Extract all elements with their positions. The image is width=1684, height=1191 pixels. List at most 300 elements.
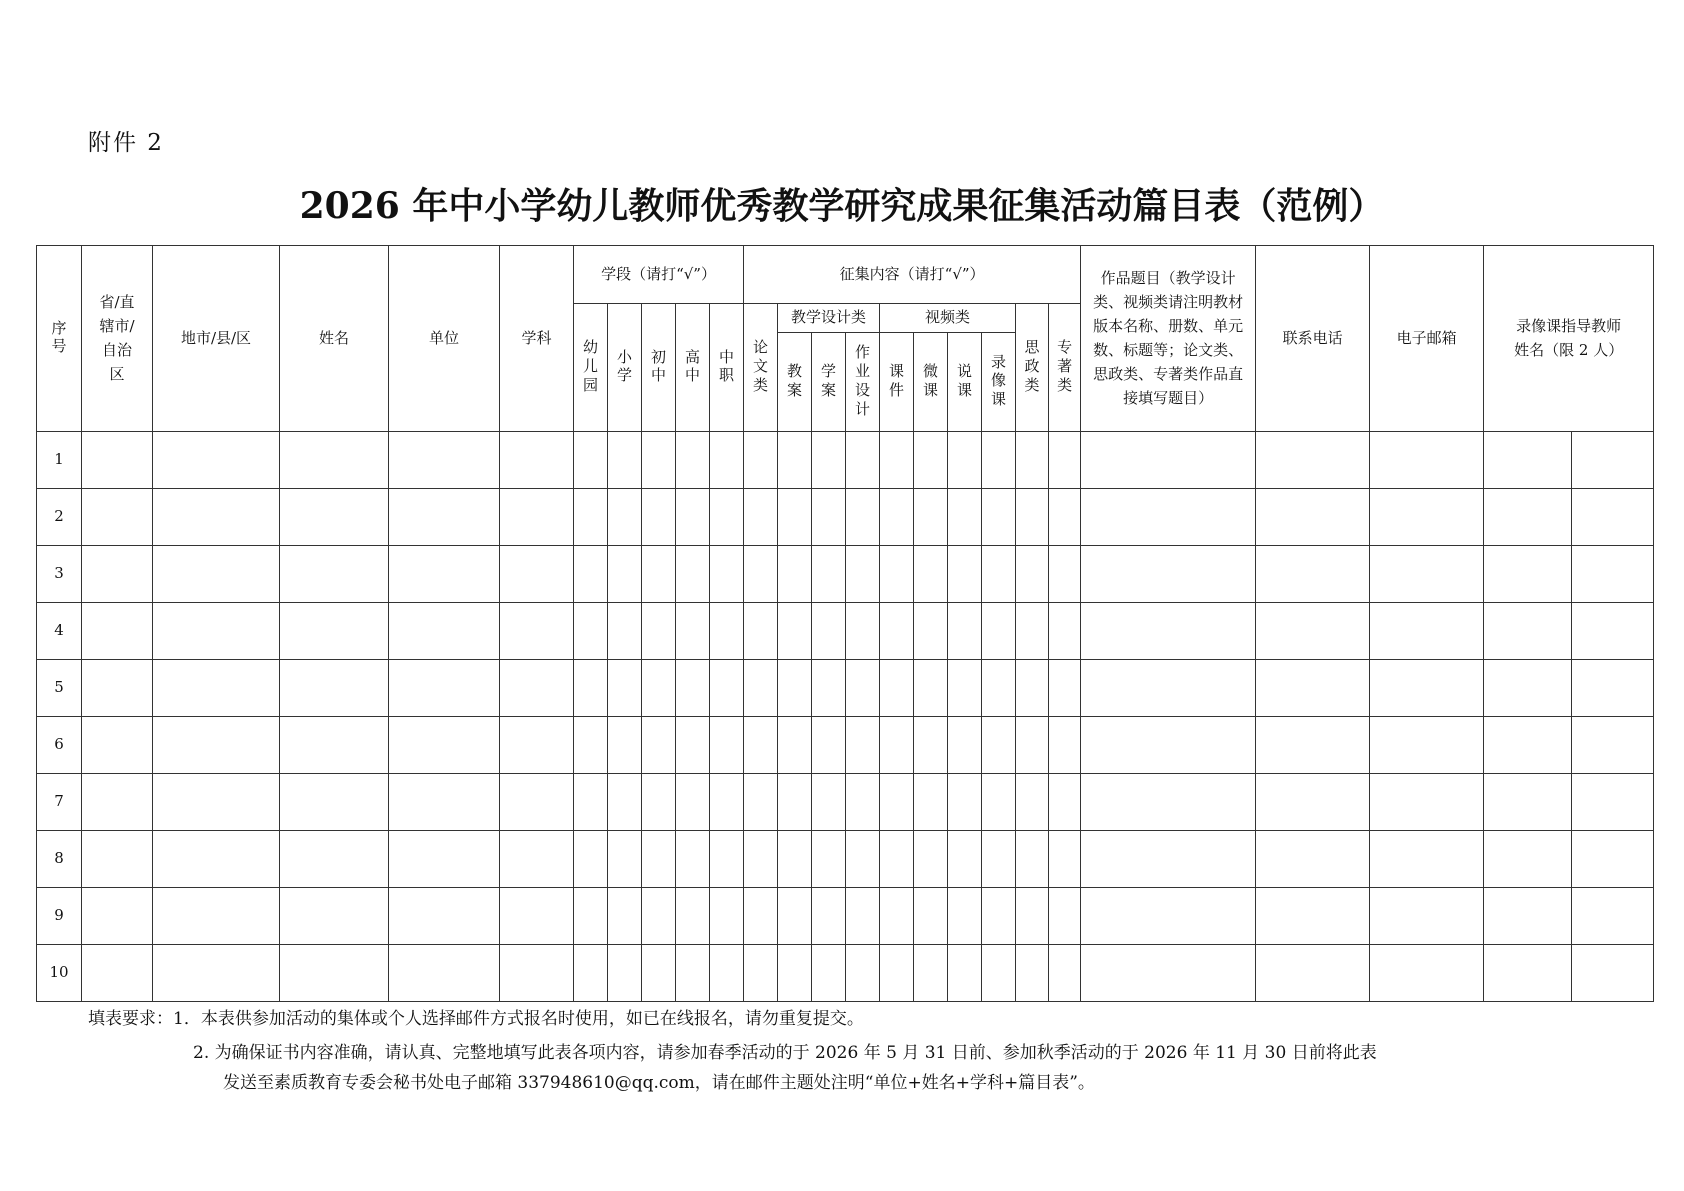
table-cell[interactable] (642, 546, 676, 603)
table-cell[interactable] (1484, 831, 1572, 888)
table-cell[interactable] (744, 660, 778, 717)
table-cell[interactable] (1081, 717, 1256, 774)
table-cell[interactable] (574, 774, 608, 831)
table-cell[interactable] (500, 774, 574, 831)
table-cell[interactable] (778, 717, 812, 774)
table-cell[interactable] (642, 888, 676, 945)
table-cell[interactable] (676, 774, 710, 831)
table-cell[interactable] (82, 489, 153, 546)
header-phone: 联系电话 (1256, 246, 1370, 432)
table-cell[interactable] (1016, 489, 1049, 546)
table-cell[interactable] (1370, 945, 1484, 1002)
table-cell[interactable] (914, 603, 948, 660)
table-row (37, 432, 1654, 489)
table-cell[interactable] (1081, 489, 1256, 546)
table-cell[interactable] (982, 489, 1016, 546)
table-cell[interactable] (153, 546, 280, 603)
table-row (37, 831, 1654, 888)
table-cell[interactable] (778, 432, 812, 489)
table-cell[interactable] (389, 489, 500, 546)
table-cell[interactable] (812, 432, 846, 489)
table-cell[interactable] (153, 717, 280, 774)
table-cell[interactable] (778, 546, 812, 603)
header-stage-primary: 小学 (608, 304, 642, 432)
table-row (37, 717, 1654, 774)
table-cell[interactable] (744, 432, 778, 489)
table-cell[interactable] (280, 888, 389, 945)
table-cell[interactable] (280, 717, 389, 774)
table-cell[interactable] (500, 660, 574, 717)
table-cell[interactable] (280, 603, 389, 660)
table-cell[interactable] (153, 831, 280, 888)
table-cell[interactable] (778, 489, 812, 546)
table-cell[interactable] (1049, 660, 1081, 717)
table-cell[interactable] (914, 546, 948, 603)
table-cell[interactable] (1016, 945, 1049, 1002)
table-cell[interactable] (880, 717, 914, 774)
table-cell[interactable] (880, 831, 914, 888)
table-cell[interactable] (153, 432, 280, 489)
table-cell[interactable] (1049, 546, 1081, 603)
table-cell[interactable] (710, 774, 744, 831)
header-stage-group: 学段（请打“√”） (574, 246, 744, 304)
header-work-title: 作品题目（教学设计类、视频类请注明教材版本名称、册数、单元数、标题等；论文类、思政类、专著类作品直接填写题目） (1081, 246, 1256, 432)
table-cell[interactable] (676, 717, 710, 774)
row-number: 2 (37, 489, 82, 546)
table-cell[interactable] (500, 945, 574, 1002)
table-cell[interactable] (500, 831, 574, 888)
table-cell[interactable] (676, 432, 710, 489)
table-cell[interactable] (982, 774, 1016, 831)
table-cell[interactable] (982, 888, 1016, 945)
table-cell[interactable] (608, 831, 642, 888)
table-cell[interactable] (846, 546, 880, 603)
table-cell[interactable] (1081, 432, 1256, 489)
table-cell[interactable] (642, 660, 676, 717)
table-cell[interactable] (676, 546, 710, 603)
table-cell[interactable] (1484, 945, 1572, 1002)
table-cell[interactable] (812, 888, 846, 945)
table-cell[interactable] (500, 489, 574, 546)
header-video-talk: 说课 (948, 333, 982, 432)
table-cell[interactable] (676, 945, 710, 1002)
table-cell[interactable] (1081, 660, 1256, 717)
header-stage-junior: 初中 (642, 304, 676, 432)
table-cell[interactable] (574, 432, 608, 489)
header-thesis: 论文类 (744, 304, 778, 432)
table-cell[interactable] (880, 546, 914, 603)
table-cell[interactable] (846, 489, 880, 546)
table-cell[interactable] (82, 546, 153, 603)
table-cell[interactable] (812, 831, 846, 888)
header-design-group: 教学设计类 (778, 304, 880, 333)
table-cell[interactable] (744, 888, 778, 945)
table-cell[interactable] (82, 888, 153, 945)
table-cell[interactable] (1049, 831, 1081, 888)
table-cell[interactable] (982, 717, 1016, 774)
table-cell[interactable] (608, 432, 642, 489)
table-cell[interactable] (1572, 831, 1654, 888)
table-cell[interactable] (1016, 546, 1049, 603)
table-cell[interactable] (812, 660, 846, 717)
row-number: 8 (37, 831, 82, 888)
table-cell[interactable] (1572, 546, 1654, 603)
table-cell[interactable] (676, 660, 710, 717)
table-cell[interactable] (1370, 774, 1484, 831)
header-video-courseware: 课件 (880, 333, 914, 432)
table-cell[interactable] (389, 831, 500, 888)
table-cell[interactable] (389, 945, 500, 1002)
table-cell[interactable] (710, 546, 744, 603)
table-cell[interactable] (846, 888, 880, 945)
table-cell[interactable] (1016, 432, 1049, 489)
table-cell[interactable] (812, 717, 846, 774)
table-cell[interactable] (1484, 546, 1572, 603)
table-cell[interactable] (710, 603, 744, 660)
table-cell[interactable] (846, 432, 880, 489)
table-cell[interactable] (1370, 489, 1484, 546)
table-cell[interactable] (710, 888, 744, 945)
table-cell[interactable] (948, 546, 982, 603)
table-cell[interactable] (642, 603, 676, 660)
table-cell[interactable] (608, 945, 642, 1002)
table-cell[interactable] (1016, 717, 1049, 774)
table-cell[interactable] (1256, 603, 1370, 660)
table-cell[interactable] (500, 546, 574, 603)
table-cell[interactable] (389, 774, 500, 831)
table-cell[interactable] (608, 546, 642, 603)
table-cell[interactable] (948, 945, 982, 1002)
header-design-homework: 作业设计 (846, 333, 880, 432)
table-cell[interactable] (676, 888, 710, 945)
table-cell[interactable] (1081, 888, 1256, 945)
table-cell[interactable] (744, 831, 778, 888)
row-number: 3 (37, 546, 82, 603)
table-cell[interactable] (914, 717, 948, 774)
table-cell[interactable] (500, 603, 574, 660)
table-cell[interactable] (1572, 432, 1654, 489)
attachment-label: 附件 2 (88, 130, 164, 156)
table-cell[interactable] (948, 717, 982, 774)
header-row-1 (37, 246, 1654, 304)
table-cell[interactable] (914, 888, 948, 945)
table-cell[interactable] (914, 774, 948, 831)
table-cell[interactable] (744, 945, 778, 1002)
table-cell[interactable] (1081, 831, 1256, 888)
table-cell[interactable] (1049, 888, 1081, 945)
table-cell[interactable] (880, 660, 914, 717)
table-cell[interactable] (574, 660, 608, 717)
table-cell[interactable] (1370, 717, 1484, 774)
header-city: 地市/县/区 (153, 246, 280, 432)
table-cell[interactable] (642, 717, 676, 774)
table-cell[interactable] (948, 489, 982, 546)
table-cell[interactable] (778, 603, 812, 660)
table-cell[interactable] (389, 888, 500, 945)
table-cell[interactable] (914, 432, 948, 489)
table-cell[interactable] (500, 432, 574, 489)
table-cell[interactable] (710, 432, 744, 489)
table-cell[interactable] (676, 831, 710, 888)
table-row (37, 546, 1654, 603)
row-number: 4 (37, 603, 82, 660)
table-cell[interactable] (574, 831, 608, 888)
table-cell[interactable] (608, 717, 642, 774)
table-cell[interactable] (280, 945, 389, 1002)
table-cell[interactable] (574, 603, 608, 660)
table-cell[interactable] (1572, 603, 1654, 660)
header-video-recorded: 录像课 (982, 333, 1016, 432)
table-cell[interactable] (1572, 774, 1654, 831)
table-cell[interactable] (880, 432, 914, 489)
table-cell[interactable] (82, 945, 153, 1002)
table-cell[interactable] (880, 945, 914, 1002)
table-cell[interactable] (1484, 432, 1572, 489)
table-cell[interactable] (812, 546, 846, 603)
table-cell[interactable] (948, 603, 982, 660)
fill-requirements (88, 1004, 1377, 1093)
table-cell[interactable] (1572, 888, 1654, 945)
table-cell[interactable] (153, 603, 280, 660)
table-cell[interactable] (1016, 888, 1049, 945)
table-cell[interactable] (1572, 489, 1654, 546)
table-cell[interactable] (676, 603, 710, 660)
table-cell[interactable] (710, 660, 744, 717)
table-cell[interactable] (948, 774, 982, 831)
header-stage-kindergarten: 幼儿园 (574, 304, 608, 432)
table-cell[interactable] (280, 774, 389, 831)
table-cell[interactable] (982, 603, 1016, 660)
table-cell[interactable] (642, 831, 676, 888)
table-cell[interactable] (1256, 546, 1370, 603)
table-cell[interactable] (389, 603, 500, 660)
table-cell[interactable] (812, 603, 846, 660)
table-cell[interactable] (1572, 660, 1654, 717)
table-cell[interactable] (642, 774, 676, 831)
table-row (37, 888, 1654, 945)
table-cell[interactable] (1081, 546, 1256, 603)
table-cell[interactable] (710, 945, 744, 1002)
table-cell[interactable] (914, 945, 948, 1002)
table-cell[interactable] (846, 774, 880, 831)
table-cell[interactable] (948, 660, 982, 717)
header-design-lesson-plan: 教案 (778, 333, 812, 432)
table-cell[interactable] (1256, 489, 1370, 546)
table-cell[interactable] (1484, 489, 1572, 546)
table-cell[interactable] (744, 717, 778, 774)
table-cell[interactable] (812, 489, 846, 546)
table-cell[interactable] (812, 774, 846, 831)
table-cell[interactable] (982, 432, 1016, 489)
header-province: 省/直辖市/自治区 (82, 246, 153, 432)
table-cell[interactable] (574, 945, 608, 1002)
table-cell[interactable] (778, 888, 812, 945)
table-cell[interactable] (1256, 945, 1370, 1002)
table-cell[interactable] (280, 489, 389, 546)
table-cell[interactable] (948, 888, 982, 945)
table-cell[interactable] (153, 660, 280, 717)
table-cell[interactable] (1016, 603, 1049, 660)
table-cell[interactable] (500, 717, 574, 774)
table-cell[interactable] (389, 717, 500, 774)
table-cell[interactable] (1049, 774, 1081, 831)
table-cell[interactable] (642, 489, 676, 546)
table-cell[interactable] (982, 660, 1016, 717)
table-cell[interactable] (744, 603, 778, 660)
header-seq: 序号 (37, 246, 82, 432)
table-cell[interactable] (1016, 774, 1049, 831)
table-cell[interactable] (574, 888, 608, 945)
table-cell[interactable] (389, 660, 500, 717)
header-design-study-plan: 学案 (812, 333, 846, 432)
table-cell[interactable] (846, 831, 880, 888)
table-cell[interactable] (1484, 603, 1572, 660)
table-cell[interactable] (1370, 603, 1484, 660)
table-cell[interactable] (82, 717, 153, 774)
table-cell[interactable] (608, 888, 642, 945)
table-cell[interactable] (982, 546, 1016, 603)
table-cell[interactable] (676, 489, 710, 546)
table-cell[interactable] (1484, 717, 1572, 774)
table-cell[interactable] (280, 432, 389, 489)
table-cell[interactable] (1370, 831, 1484, 888)
header-content-group: 征集内容（请打“√”） (744, 246, 1081, 304)
table-cell[interactable] (1081, 774, 1256, 831)
table-cell[interactable] (880, 489, 914, 546)
table-cell[interactable] (1484, 888, 1572, 945)
table-cell[interactable] (1370, 546, 1484, 603)
notes-label: 填表要求： (88, 1009, 173, 1029)
header-video-micro: 微课 (914, 333, 948, 432)
row-number: 7 (37, 774, 82, 831)
table-cell[interactable] (280, 660, 389, 717)
table-cell[interactable] (880, 774, 914, 831)
table-cell[interactable] (710, 717, 744, 774)
table-cell[interactable] (82, 774, 153, 831)
table-cell[interactable] (1256, 660, 1370, 717)
table-cell[interactable] (778, 831, 812, 888)
table-cell[interactable] (574, 546, 608, 603)
table-cell[interactable] (914, 489, 948, 546)
page-title: 2026 年中小学幼儿教师优秀教学研究成果征集活动篇目表（范例） (299, 185, 1385, 227)
header-video-group: 视频类 (880, 304, 1016, 333)
row-number: 1 (37, 432, 82, 489)
table-cell[interactable] (880, 603, 914, 660)
header-name: 姓名 (280, 246, 389, 432)
table-cell[interactable] (846, 660, 880, 717)
entry-table (36, 245, 1654, 1002)
table-cell[interactable] (500, 888, 574, 945)
table-cell[interactable] (642, 945, 676, 1002)
table-cell[interactable] (389, 432, 500, 489)
header-stage-vocational: 中职 (710, 304, 744, 432)
table-cell[interactable] (1572, 945, 1654, 1002)
table-cell[interactable] (1256, 831, 1370, 888)
table-cell[interactable] (82, 660, 153, 717)
table-cell[interactable] (914, 660, 948, 717)
table-cell[interactable] (608, 603, 642, 660)
table-cell[interactable] (1370, 660, 1484, 717)
table-cell[interactable] (574, 717, 608, 774)
header-ideology: 思政类 (1016, 304, 1049, 432)
notes-item-2-line-1: 2. 为确保证书内容准确，请认真、完整地填写此表各项内容，请参加春季活动的于 2026 年 5 月 31 日前、参加秋季活动的于 2026 年 11 月 30 日前将此表 (193, 1043, 1377, 1063)
table-cell[interactable] (982, 945, 1016, 1002)
notes-item-1: 1．本表供参加活动的集体或个人选择邮件方式报名时使用，如已在线报名，请勿重复提交。 (173, 1009, 864, 1029)
table-cell[interactable] (1484, 774, 1572, 831)
table-cell[interactable] (1256, 774, 1370, 831)
table-cell[interactable] (82, 603, 153, 660)
table-cell[interactable] (608, 660, 642, 717)
table-cell[interactable] (778, 660, 812, 717)
table-cell[interactable] (948, 831, 982, 888)
table-cell[interactable] (744, 546, 778, 603)
header-video-teacher: 录像课指导教师姓名（限 2 人） (1484, 246, 1654, 432)
table-cell[interactable] (846, 603, 880, 660)
table-cell[interactable] (1081, 603, 1256, 660)
table-cell[interactable] (642, 432, 676, 489)
table-cell[interactable] (1049, 489, 1081, 546)
table-row (37, 774, 1654, 831)
table-cell[interactable] (1081, 945, 1256, 1002)
table-cell[interactable] (1049, 717, 1081, 774)
table-cell[interactable] (608, 774, 642, 831)
table-cell[interactable] (280, 546, 389, 603)
table-cell[interactable] (1049, 432, 1081, 489)
table-cell[interactable] (812, 945, 846, 1002)
table-cell[interactable] (280, 831, 389, 888)
table-cell[interactable] (744, 489, 778, 546)
table-cell[interactable] (574, 489, 608, 546)
table-cell[interactable] (153, 945, 280, 1002)
table-cell[interactable] (608, 489, 642, 546)
table-cell[interactable] (1370, 432, 1484, 489)
table-cell[interactable] (1256, 717, 1370, 774)
header-subject: 学科 (500, 246, 574, 432)
table-cell[interactable] (1572, 717, 1654, 774)
table-cell[interactable] (880, 888, 914, 945)
table-cell[interactable] (846, 717, 880, 774)
table-cell[interactable] (1484, 660, 1572, 717)
notes-item-2-line-2: 发送至素质教育专委会秘书处电子邮箱 337948610@qq.com，请在邮件主题处注明“单位+姓名+学科+篇目表”。 (223, 1073, 1095, 1093)
table-cell[interactable] (1016, 831, 1049, 888)
table-cell[interactable] (1370, 888, 1484, 945)
table-cell[interactable] (153, 489, 280, 546)
table-cell[interactable] (153, 774, 280, 831)
table-cell[interactable] (153, 888, 280, 945)
table-cell[interactable] (778, 774, 812, 831)
row-number: 10 (37, 945, 82, 1002)
table-cell[interactable] (914, 831, 948, 888)
table-cell[interactable] (744, 774, 778, 831)
table-cell[interactable] (710, 489, 744, 546)
table-cell[interactable] (1256, 888, 1370, 945)
table-cell[interactable] (1049, 603, 1081, 660)
table-cell[interactable] (846, 945, 880, 1002)
table-cell[interactable] (1016, 660, 1049, 717)
row-number: 5 (37, 660, 82, 717)
table-row (37, 489, 1654, 546)
table-cell[interactable] (1049, 945, 1081, 1002)
table-cell[interactable] (1256, 432, 1370, 489)
table-cell[interactable] (710, 831, 744, 888)
table-cell[interactable] (389, 546, 500, 603)
table-cell[interactable] (982, 831, 1016, 888)
table-cell[interactable] (778, 945, 812, 1002)
table-cell[interactable] (948, 432, 982, 489)
table-cell[interactable] (82, 831, 153, 888)
table-cell[interactable] (82, 432, 153, 489)
header-stage-senior: 高中 (676, 304, 710, 432)
